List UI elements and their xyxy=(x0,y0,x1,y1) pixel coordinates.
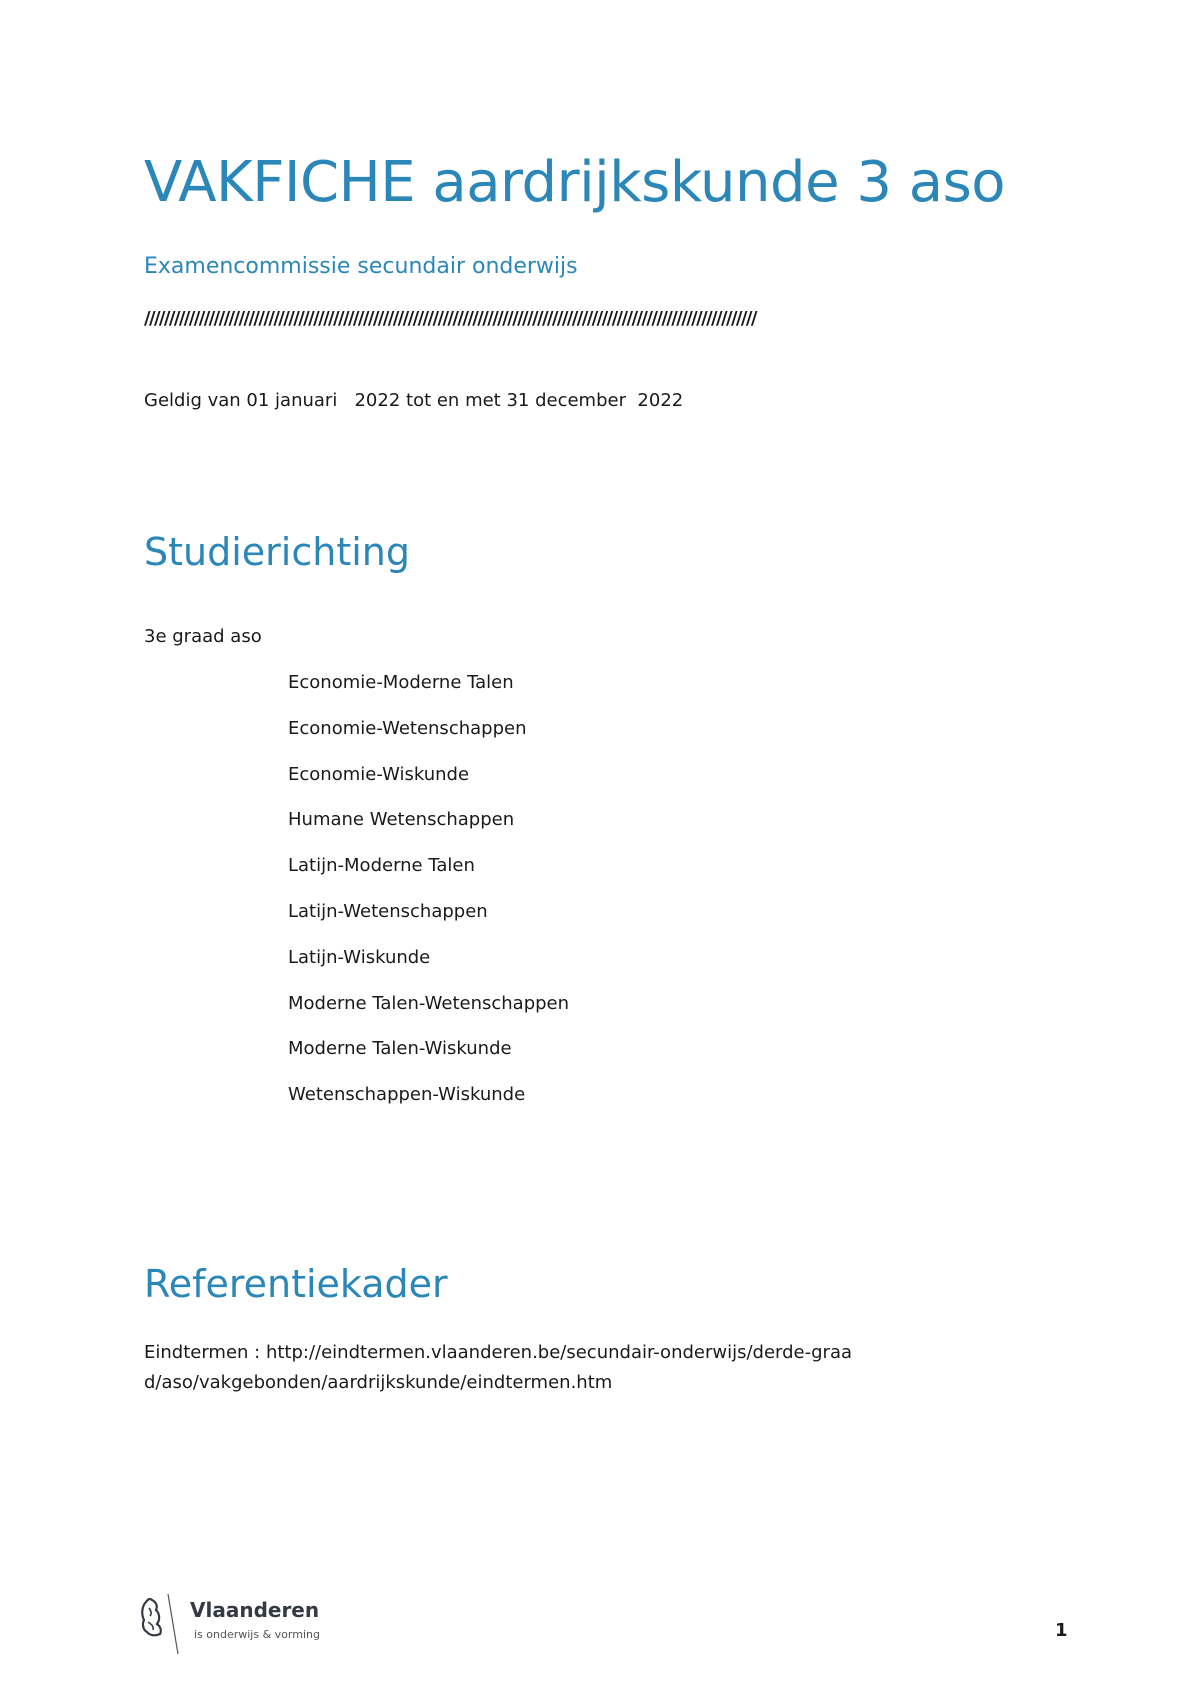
list-item: Humane Wetenschappen xyxy=(288,809,515,831)
list-item: Latijn-Wetenschappen xyxy=(288,900,488,922)
list-item: Wetenschappen-Wiskunde xyxy=(288,1084,526,1106)
logo-name: Vlaanderen xyxy=(190,1598,320,1622)
separator-line: /////////////////////////////////////////////////////////////////////////////////////////////////////////////////////////// xyxy=(144,308,756,329)
validity-period: Geldig van 01 januari 2022 tot en met 31 december 2022 xyxy=(144,390,684,411)
list-item: Latijn-Moderne Talen xyxy=(288,855,475,877)
reference-link[interactable]: http://eindtermen.vlaanderen.be/secundair-onderwijs/derde-graad/aso/vakgebonden/aardrijkskunde/eindtermen.htm xyxy=(144,1342,853,1393)
list-item: Economie-Wiskunde xyxy=(288,763,470,785)
logo-tagline: is onderwijs & vorming xyxy=(194,1628,320,1641)
list-item: Moderne Talen-Wetenschappen xyxy=(288,992,570,1014)
document-title: VAKFICHE aardrijkskunde 3 aso xyxy=(144,150,1006,215)
vlaanderen-logo xyxy=(138,1588,338,1660)
list-item: Moderne Talen-Wiskunde xyxy=(288,1038,512,1060)
grade-label: 3e graad aso xyxy=(144,626,262,647)
list-item: Economie-Wetenschappen xyxy=(288,717,527,739)
document-subtitle: Examencommissie secundair onderwijs xyxy=(144,254,578,279)
reference-label: Eindtermen : xyxy=(144,1342,266,1363)
page-number: 1 xyxy=(1055,1620,1068,1641)
study-directions-list xyxy=(288,672,569,1130)
reference-paragraph xyxy=(144,1338,864,1398)
list-item: Economie-Moderne Talen xyxy=(288,672,514,693)
heading-referentiekader: Referentiekader xyxy=(144,1262,448,1306)
list-item: Latijn-Wiskunde xyxy=(288,946,431,968)
heading-studierichting: Studierichting xyxy=(144,530,410,574)
flemish-lion-icon xyxy=(138,1588,184,1658)
